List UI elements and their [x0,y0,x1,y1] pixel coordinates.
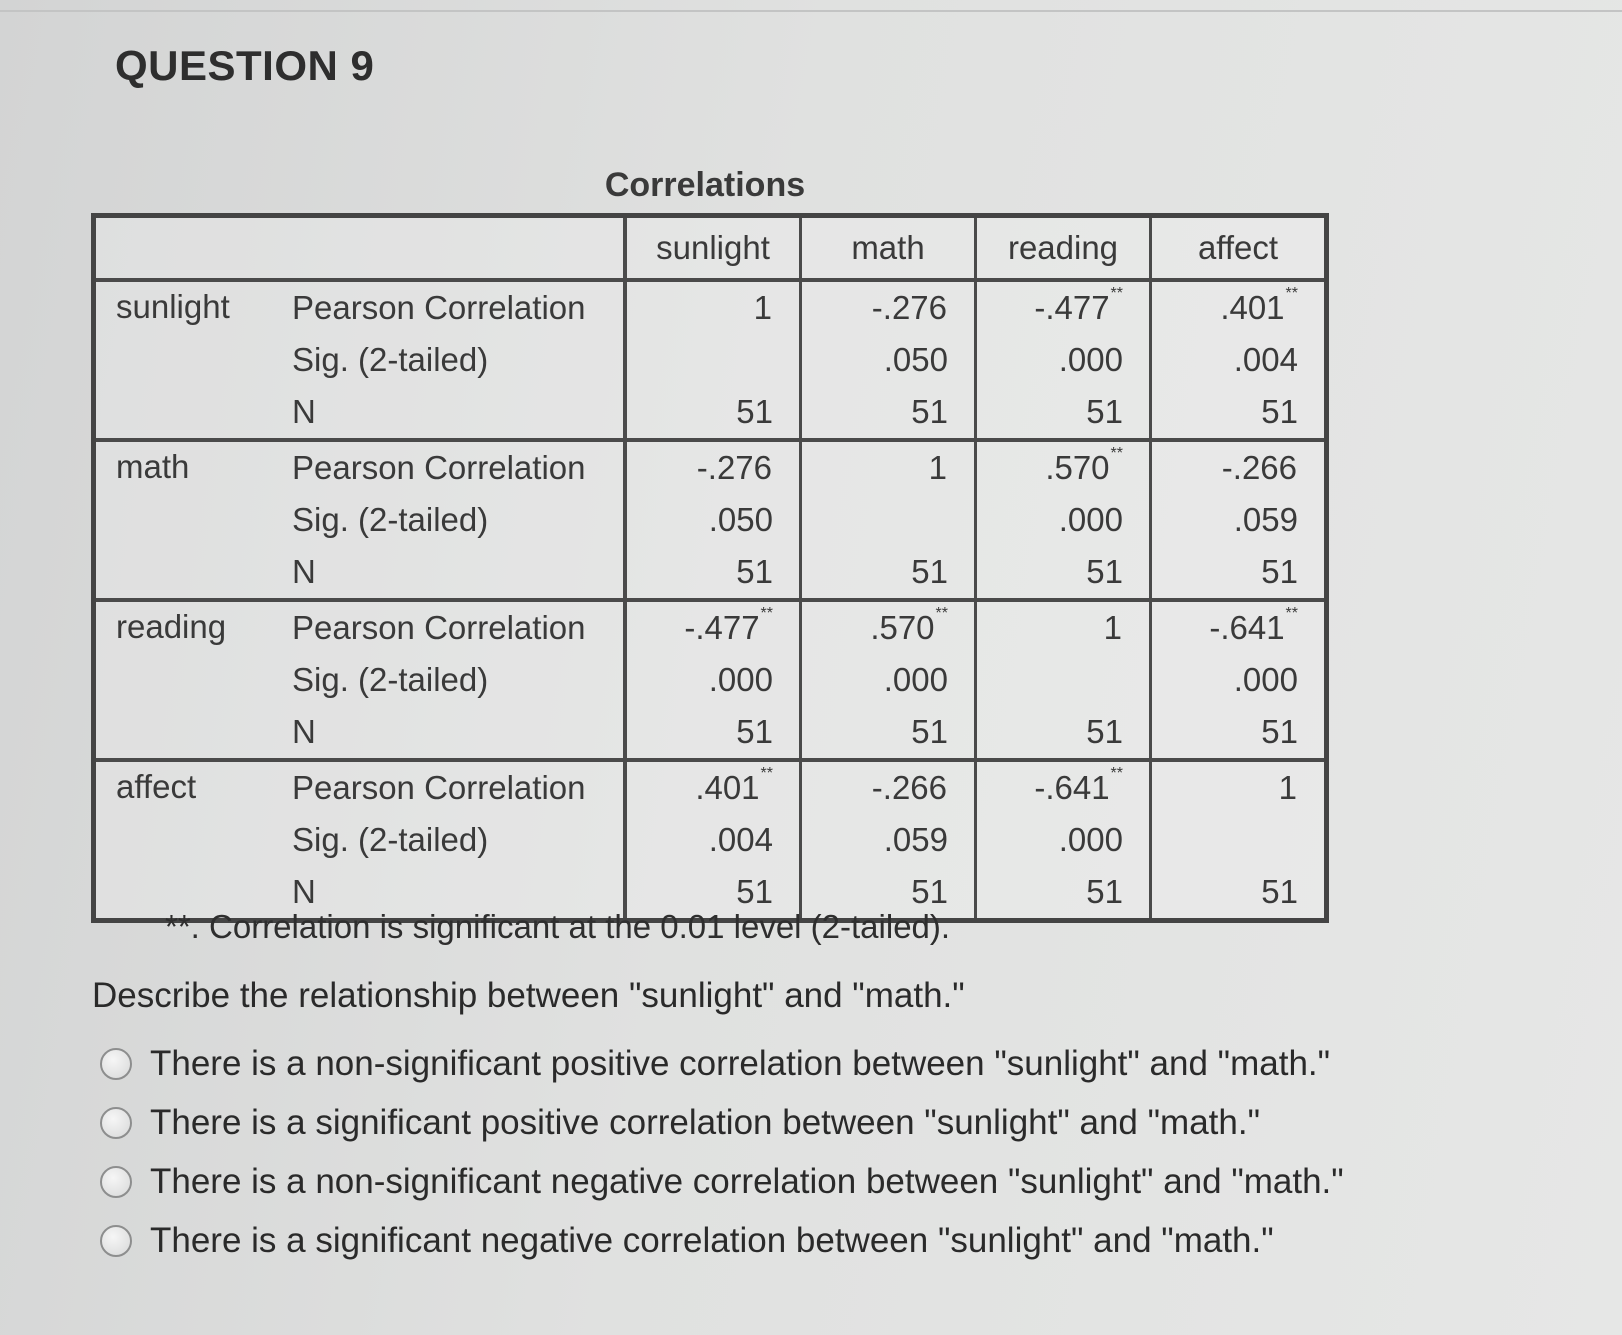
statistic-label: Pearson Correlation [292,280,625,334]
cell-value: -.266 [1221,449,1297,486]
statistic-label: Sig. (2-tailed) [292,494,625,546]
cell-value: .000 [708,661,773,698]
answer-option-4[interactable] [100,1211,1344,1270]
cell-value: 51 [736,873,773,910]
cell-value: -.477 [684,609,760,646]
row-variable-label: sunlight [96,280,292,440]
answer-option-2[interactable] [100,1093,1344,1152]
cell-value: -.266 [871,769,947,806]
table-row [96,760,1324,814]
table-cell [1151,334,1325,386]
answer-options [100,1034,1344,1270]
column-header-math: math [801,218,976,280]
cell-value: .000 [883,661,948,698]
correlations-table [96,218,1324,918]
cell-value: 51 [1261,873,1298,910]
significance-mark: ** [935,605,948,622]
table-cell [976,654,1151,706]
table-cell [1151,546,1325,600]
cell-value: -.477 [1034,289,1110,326]
cell-value: 51 [911,873,948,910]
column-header-reading: reading [976,218,1151,280]
statistic-label: Pearson Correlation [292,760,625,814]
statistic-label: Sig. (2-tailed) [292,334,625,386]
table-cell [801,654,976,706]
statistic-label: N [292,706,625,760]
table-cell [625,654,801,706]
cell-value: .000 [1058,501,1123,538]
table-cell [801,546,976,600]
table-cell [801,600,976,654]
column-header-sunlight: sunlight [625,218,801,280]
table-cell [801,494,976,546]
cell-value: 1 [753,289,772,326]
cell-value: 51 [1261,713,1298,750]
answer-option-3[interactable] [100,1152,1344,1211]
table-cell [625,814,801,866]
statistic-label: Sig. (2-tailed) [292,654,625,706]
cell-value: .004 [1233,341,1298,378]
table-cell [625,440,801,494]
cell-value: 51 [1086,553,1123,590]
option-label: There is a non-significant positive correlation between "sunlight" and "math." [150,1043,1331,1083]
cell-value: .004 [708,821,773,858]
statistic-label: Pearson Correlation [292,440,625,494]
significance-mark: ** [760,605,773,622]
table-cell [625,706,801,760]
cell-value: -.641 [1209,609,1285,646]
table-footnote: **. Correlation is significant at the 0.01 level (2-tailed). [165,908,951,945]
table-cell [1151,494,1325,546]
radio-button[interactable] [100,1048,132,1080]
row-variable-label: reading [96,600,292,760]
table-row [96,440,1324,494]
row-variable-label: affect [116,768,197,805]
table-cell [976,600,1151,654]
statistic-label: N [292,866,625,918]
significance-mark: ** [1110,765,1123,782]
table-header-row [96,218,1324,280]
significance-mark: ** [1110,285,1123,302]
option-label: There is a significant positive correlation between "sunlight" and "math." [150,1102,1261,1142]
top-divider [0,10,1622,12]
cell-value: .401 [1220,289,1285,326]
cell-value: 51 [1261,393,1298,430]
table-cell [801,334,976,386]
table-cell [976,386,1151,440]
table-row [96,280,1324,334]
table-cell [1151,386,1325,440]
table-cell [1151,706,1325,760]
cell-value: 1 [1103,609,1122,646]
cell-value: -.641 [1034,769,1110,806]
significance-mark: ** [1110,445,1123,462]
table-cell [976,334,1151,386]
table-cell [801,386,976,440]
cell-value: .059 [1233,501,1298,538]
table-cell [976,814,1151,866]
cell-value: 51 [1086,393,1123,430]
table-cell [976,866,1151,918]
cell-value: 51 [911,553,948,590]
table-cell [1151,600,1325,654]
table-cell [801,814,976,866]
cell-value: 51 [736,393,773,430]
table-cell [625,546,801,600]
cell-value: 51 [1086,713,1123,750]
table-cell [801,280,976,334]
cell-value: 51 [1086,873,1123,910]
statistic-label: N [292,546,625,600]
table-cell [625,334,801,386]
column-header-affect: affect [1151,218,1325,280]
cell-value: .059 [883,821,948,858]
table-cell [1151,440,1325,494]
cell-value: .570 [870,609,935,646]
table-cell [625,494,801,546]
cell-value: .000 [1233,661,1298,698]
cell-value: 51 [1261,553,1298,590]
radio-button[interactable] [100,1107,132,1139]
option-label: There is a non-significant negative correlation between "sunlight" and "math." [150,1161,1344,1201]
table-cell [976,706,1151,760]
table-title: Correlations [604,166,806,204]
radio-button[interactable] [100,1225,132,1257]
table-cell [625,760,801,814]
table-cell [1151,654,1325,706]
header-blank-cell [96,218,625,280]
table-cell [625,600,801,654]
cell-value: .000 [1058,341,1123,378]
statistic-label: N [292,386,625,440]
cell-value: .050 [708,501,773,538]
table-cell [976,494,1151,546]
table-cell [1151,814,1325,866]
table-cell [801,760,976,814]
table-cell [976,760,1151,814]
table-cell [625,280,801,334]
cell-value: 51 [911,393,948,430]
table-cell [976,440,1151,494]
cell-value: .000 [1058,821,1123,858]
cell-value: -.276 [871,289,947,326]
option-label: There is a significant negative correlation between "sunlight" and "math." [150,1220,1274,1260]
significance-mark: ** [1285,605,1298,622]
table-cell [1151,760,1325,814]
table-cell [976,546,1151,600]
table-row [96,600,1324,654]
table-cell [976,280,1151,334]
cell-value: .401 [695,769,760,806]
significance-mark: ** [760,765,773,782]
cell-value: 1 [1278,769,1297,806]
cell-value: 51 [911,713,948,750]
table-cell [625,386,801,440]
cell-value: -.276 [696,449,772,486]
significance-mark: ** [1285,285,1298,302]
table-cell [1151,280,1325,334]
statistic-label: Sig. (2-tailed) [292,814,625,866]
cell-value: .050 [883,341,948,378]
cell-value: 51 [736,553,773,590]
question-title: QUESTION 9 [115,42,375,89]
answer-option-1[interactable] [100,1034,1344,1093]
radio-button[interactable] [100,1166,132,1198]
row-variable-label: math [96,440,292,600]
table-cell [1151,866,1325,918]
cell-value: 1 [928,449,947,486]
cell-value: 51 [736,713,773,750]
table-cell [801,440,976,494]
cell-value: .570 [1045,449,1110,486]
question-prompt: Describe the relationship between "sunlight" and "math." [92,976,965,1015]
table-cell [801,706,976,760]
statistic-label: Pearson Correlation [292,600,625,654]
